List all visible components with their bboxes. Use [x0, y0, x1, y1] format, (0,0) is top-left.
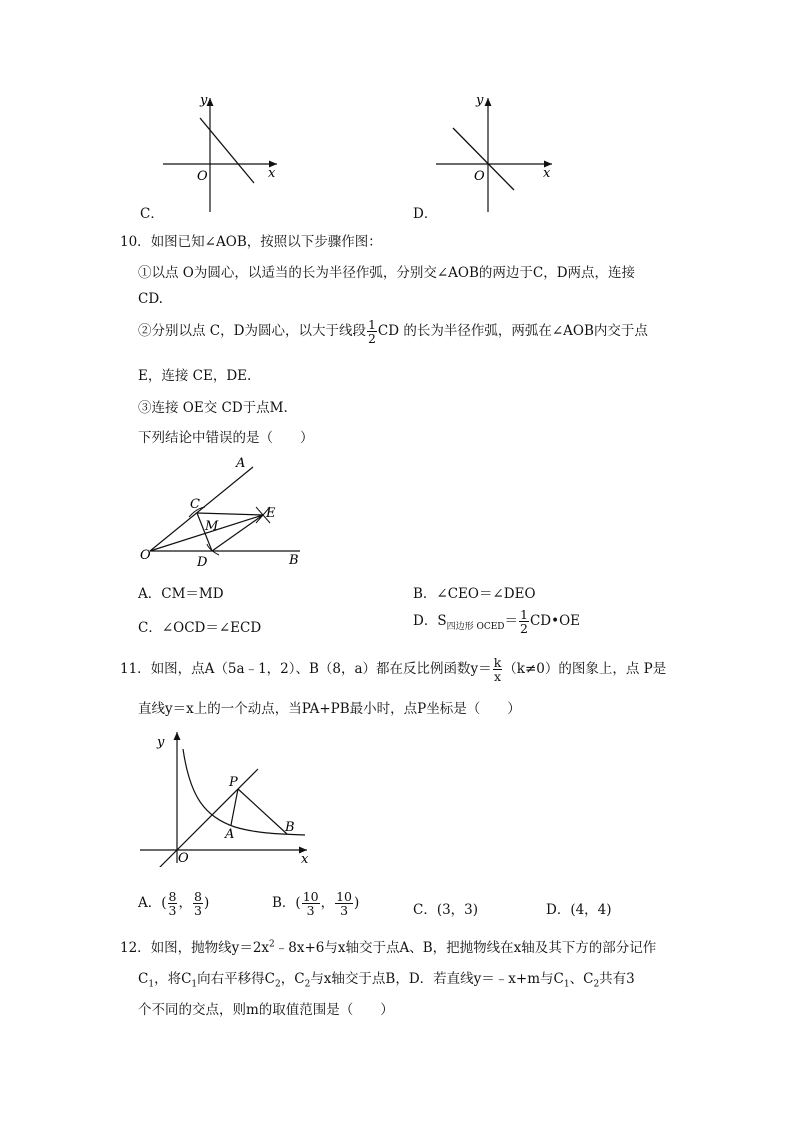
q12-mid2: 向右平移得C [197, 971, 275, 987]
segment-pb [238, 789, 287, 834]
q10-step3: ③连接 OE交 CD于点M. [138, 400, 288, 416]
function-line [200, 118, 254, 183]
q11-b-frac2 [335, 890, 353, 917]
origin-label: O [197, 169, 208, 184]
q12-sub2: 1 [191, 979, 198, 990]
q10-stem [120, 230, 382, 250]
q11-b-post: ) [354, 895, 360, 912]
segment-de [212, 515, 263, 551]
x-denominator: x [493, 669, 501, 685]
label-b: B [289, 553, 299, 568]
q11-option-a [138, 890, 209, 917]
q10-option-d-num: 1 [520, 607, 528, 622]
q11-option-c: C．(3，3) [413, 902, 479, 918]
q12-sub6: 2 [593, 979, 600, 990]
q10-option-d-sub: 四边形 OCED [446, 621, 505, 632]
q10-stem-text: 如图已知∠AOB，按照以下步骤作图： [150, 234, 382, 250]
q11-b-den2: 3 [340, 903, 349, 919]
q10-step1-a: ①以点 O为圆心，以适当的长为半径作弧，分别交∠AOB的两边于C，D两点，连接 [138, 265, 636, 281]
q12-line3: 个不同的交点，则m的取值范围是（ ） [138, 1002, 394, 1018]
q11-b-pre: B．( [272, 895, 301, 912]
x-axis-label: x [301, 852, 309, 867]
origin-label: O [474, 169, 485, 184]
q12-mid3: ，C [280, 971, 305, 987]
q10-option-d-den: 2 [520, 621, 528, 637]
q11-a-num2: 8 [193, 889, 202, 904]
label-p: P [229, 775, 238, 790]
q12-line2-end: 共有3 [599, 971, 635, 987]
q11-b-num2: 10 [336, 889, 352, 904]
q12-square: 2 [269, 939, 275, 950]
q10-step1-b: CD. [138, 291, 163, 307]
q11-a-frac2 [193, 890, 203, 917]
q11-line2: 直线y＝x上的一个动点，当PA+PB最小时，点P坐标是（ ） [138, 701, 521, 717]
arc-d [207, 544, 219, 555]
q10-option-d-eq: ＝ [504, 613, 518, 630]
x-axis-label: x [268, 166, 276, 181]
ray-oa [150, 467, 253, 551]
option-d-label: D． [413, 206, 438, 222]
q12-number: 12． [120, 940, 151, 956]
y-axis-label: y [200, 93, 208, 108]
y-axis-label: y [476, 93, 484, 108]
q11-a-den2: 3 [193, 903, 202, 919]
q11-a-post: ) [203, 895, 210, 912]
q11-line1-pre: 如图，点A（5a﹣1，2）、B（8，a）都在反比例函数y＝ [150, 661, 492, 678]
y-axis-arrow [207, 98, 214, 106]
label-m: M [205, 519, 219, 534]
q11-a-frac1 [168, 890, 178, 917]
x-axis-label: x [543, 166, 551, 181]
q11-b-sep: ， [320, 895, 335, 912]
q11-b-frac1 [302, 890, 320, 917]
half-numerator: 1 [367, 317, 376, 332]
half-fraction [367, 318, 377, 345]
q11-number: 11． [120, 661, 151, 678]
option-c-label: C． [140, 206, 164, 222]
q11-line1-post: （k≠0）的图象上，点 P是 [503, 661, 667, 678]
line-y-equals-x [147, 769, 258, 867]
q10-option-c: C．∠OCD＝∠ECD [138, 620, 262, 636]
q11-b-den1: 3 [306, 903, 315, 919]
q11-option-b [272, 890, 359, 917]
q10-option-b: B．∠CEO＝∠DEO [413, 586, 536, 602]
q11-option-d: D．(4，4) [546, 902, 612, 918]
q10-option-d-fraction [519, 608, 529, 635]
label-c: C [190, 497, 200, 512]
y-axis-label: y [157, 735, 165, 750]
q10-step2-post: CD 的长为半径作弧，两弧在∠AOB内交于点 [377, 323, 648, 340]
q10-step2-b: E，连接 CE，DE. [138, 368, 252, 384]
q12-c1-a: C [138, 971, 149, 987]
origin-label: O [178, 851, 189, 866]
q12-line1 [120, 936, 656, 956]
q11-figure [135, 727, 320, 867]
q12-sub1: 1 [148, 979, 155, 990]
q12-sub3: 2 [275, 979, 281, 990]
segment-ce [197, 513, 263, 515]
k-over-x-fraction [493, 656, 503, 683]
label-b: B [285, 820, 295, 835]
q11-line1 [120, 656, 666, 683]
k-numerator: k [493, 655, 502, 670]
q11-a-sep: ， [178, 895, 192, 912]
y-axis-arrow [174, 732, 181, 740]
q11-a-den1: 3 [168, 903, 177, 919]
q12-sub5: 1 [563, 979, 570, 990]
q10-option-d [413, 608, 580, 635]
y-axis-arrow [485, 98, 492, 106]
q12-line1-pre: 如图，抛物线y＝2x [150, 940, 270, 956]
label-a: A [225, 827, 235, 842]
q11-a-pre: A．( [138, 895, 167, 912]
label-e: E [266, 506, 276, 521]
q10-option-a: A．CM＝MD [138, 586, 224, 602]
q10-figure [135, 450, 315, 575]
q10-step2-pre: ②分别以点 C，D为圆心，以大于线段 [138, 323, 366, 340]
q12-line2-post: 与x轴交于点B，D．若直线y＝﹣x+m与C [310, 971, 564, 987]
q10-option-d-pre: D．S [413, 613, 447, 630]
q12-line1-post: ﹣8x+6与x轴交于点A、B，把抛物线在x轴及其下方的部分记作 [274, 940, 657, 956]
graph-option-d [430, 88, 560, 216]
q11-b-num1: 10 [302, 889, 319, 904]
q12-line2 [138, 967, 635, 990]
q10-option-d-post: CD•OE [529, 613, 580, 630]
q10-step2-a [138, 318, 648, 345]
label-o: O [140, 548, 151, 563]
q10-number: 10． [120, 234, 151, 250]
q12-mid4: 、C [569, 971, 594, 987]
q12-sub4: 2 [304, 979, 311, 990]
q11-a-num1: 8 [168, 889, 177, 904]
half-denominator: 2 [367, 331, 376, 347]
label-d: D [197, 555, 208, 570]
label-a: A [236, 456, 246, 471]
q10-question: 下列结论中错误的是（ ） [138, 430, 314, 446]
graph-option-c [155, 88, 285, 216]
q12-mid1: ，将C [154, 971, 192, 987]
